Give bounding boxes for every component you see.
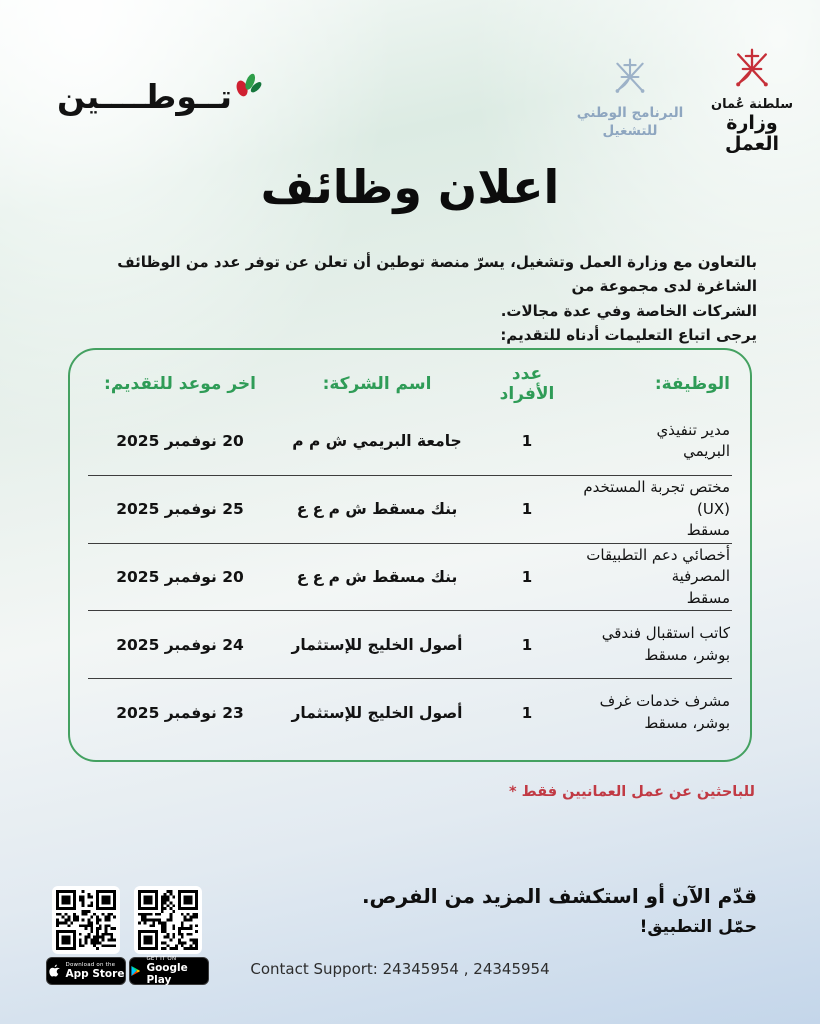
appstore-badge-top: Download on the: [65, 961, 116, 968]
googleplay-badge-top: GET IT ON: [146, 955, 177, 962]
qr-code-googleplay[interactable]: [134, 886, 202, 954]
contact-support: Contact Support: 24345954 , 24345954: [250, 960, 550, 978]
nep-line2: للتشغيل: [602, 123, 658, 140]
table-row: [88, 678, 732, 746]
table-row: [88, 475, 732, 543]
company-cell: أصول الخليج للإستثمار: [291, 703, 463, 722]
job-title: كاتب استقبال فندقي: [601, 624, 730, 643]
ministry-of-labour-logo: [697, 46, 807, 156]
job-title: مختص تجربة المستخدم (UX): [583, 478, 730, 518]
deadline-cell: 25 نوفمبر 2025: [116, 500, 244, 519]
googleplay-badge[interactable]: [129, 957, 209, 985]
job-title: أخصائي دعم التطبيقات المصرفية: [586, 546, 730, 586]
appstore-badge-name: App Store: [65, 968, 125, 981]
job-location: بوشر، مسقط: [644, 713, 730, 732]
jobs-table-rows: [88, 408, 732, 746]
oman-emblem-icon: [729, 46, 775, 92]
deadline-cell: 20 نوفمبر 2025: [116, 567, 244, 586]
job-title: مشرف خدمات غرف: [599, 692, 730, 711]
deadline-cell: 23 نوفمبر 2025: [116, 703, 244, 722]
job-location: بوشر، مسقط: [644, 645, 730, 664]
omani-only-note: للباحثين عن عمل العمانيين فقط *: [509, 784, 755, 800]
cta-line1: قدّم الآن أو استكشف المزيد من الفرص.: [361, 884, 757, 908]
count-cell: 1: [521, 635, 533, 654]
deadline-cell: 24 نوفمبر 2025: [116, 635, 244, 654]
company-cell: جامعة البريمي ش م م: [292, 432, 462, 451]
job-cell: [572, 623, 732, 666]
intro-line3: يرجى اتباع التعليمات أدناه للتقديم:: [500, 325, 757, 344]
national-employment-program-logo: [565, 56, 695, 140]
count-cell: 1: [521, 500, 533, 519]
cta-line2: حمّل التطبيق!: [639, 917, 757, 937]
count-cell: 1: [521, 567, 533, 586]
header-job: الوظيفة:: [654, 374, 730, 394]
mol-line1: سلطنة عُمان: [710, 97, 794, 112]
deadline-cell: 20 نوفمبر 2025: [116, 432, 244, 451]
intro-line1: بالتعاون مع وزارة العمل وتشغيل، يسرّ منصة توطين أن تعلن عن توفر عدد من الوظائف الشاغرة لدى مجموعة من: [117, 253, 757, 296]
appstore-badge[interactable]: [46, 957, 126, 985]
header-company: اسم الشركة:: [322, 374, 432, 394]
tawteen-logo: [57, 68, 263, 116]
jobs-table: [68, 348, 752, 762]
job-location: مسقط: [686, 588, 730, 607]
page-title: اعلان وظائف: [260, 160, 560, 214]
qr-code-appstore[interactable]: [52, 886, 120, 954]
mol-line2: وزارة العمل: [724, 111, 780, 156]
cta-block: [362, 884, 757, 937]
company-cell: أصول الخليج للإستثمار: [291, 635, 463, 654]
intro-paragraph: [60, 250, 757, 347]
tawteen-wordmark: تــوطــــين: [57, 77, 233, 116]
header-count: عدد الأفراد: [499, 364, 555, 404]
table-row: [88, 543, 732, 611]
table-row: [88, 408, 732, 475]
job-cell: [572, 477, 732, 541]
job-cell: [572, 420, 732, 463]
job-location: البريمي: [683, 442, 730, 461]
leaf-drop-icon: [233, 70, 263, 102]
jobs-table-header: [88, 360, 732, 408]
job-cell: [572, 691, 732, 734]
count-cell: 1: [521, 432, 533, 451]
company-cell: بنك مسقط ش م ع ع: [296, 500, 458, 519]
job-location: مسقط: [686, 520, 730, 539]
header-deadline: اخر موعد للتقديم:: [104, 374, 256, 394]
count-cell: 1: [521, 703, 533, 722]
nep-logo-text: [565, 104, 695, 140]
job-cell: [572, 545, 732, 609]
google-play-icon: [130, 964, 141, 978]
company-cell: بنك مسقط ش م ع ع: [296, 567, 458, 586]
oman-emblem-icon: [609, 56, 651, 98]
googleplay-badge-name: Google Play: [146, 962, 188, 987]
intro-line2: الشركات الخاصة وفي عدة مجالات.: [500, 301, 757, 320]
nep-line1: البرنامج الوطني: [576, 105, 684, 121]
apple-icon: [48, 964, 61, 979]
job-title: مدير تنفيذي: [656, 421, 730, 440]
table-row: [88, 610, 732, 678]
